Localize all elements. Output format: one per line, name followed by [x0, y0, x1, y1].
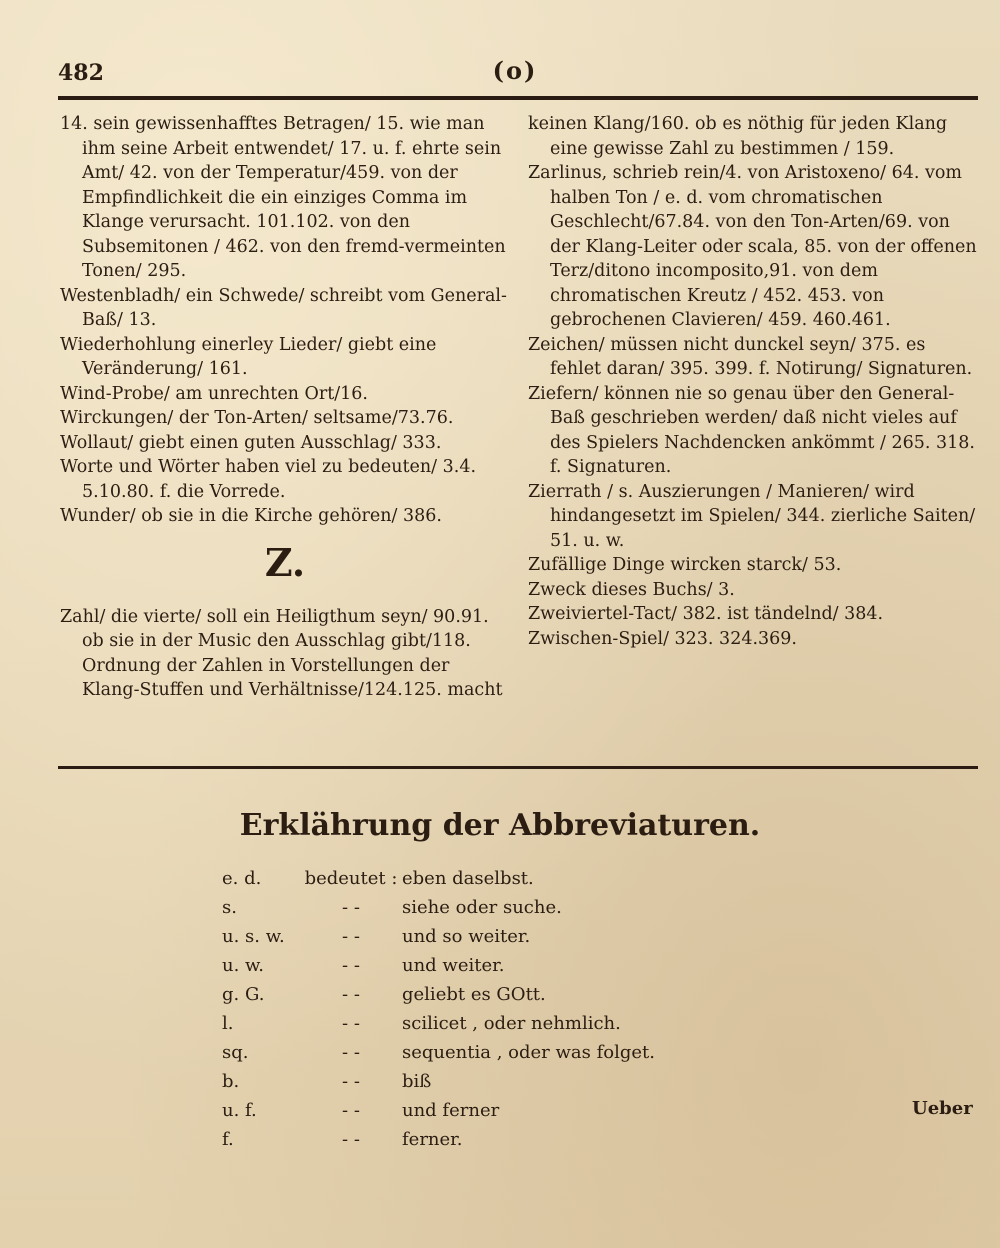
abbreviation: l.	[222, 1013, 234, 1034]
abbreviation-meaning: scilicet , oder nehmlich.	[402, 1013, 621, 1034]
index-entry: Wind-Probe/ am unrechten Ort/16.	[60, 383, 368, 404]
abbreviation: u. f.	[222, 1100, 257, 1121]
abbreviation: sq.	[222, 1042, 249, 1063]
abbreviation-meaning: und ferner	[402, 1100, 500, 1121]
table-row	[222, 922, 702, 951]
equals-marker: - -	[342, 955, 360, 976]
index-entry: Westenbladh/ ein Schwede/ schreibt vom General-Baß/ 13.	[60, 285, 507, 330]
table-row	[222, 1067, 702, 1096]
index-entry: Zeichen/ müssen nicht dunckel seyn/ 375. es fehlet daran/ 395. 399. f. Notirung/ Signaturen.	[528, 334, 973, 379]
equals-marker: - -	[342, 897, 360, 918]
table-row	[222, 1009, 702, 1038]
running-head	[0, 56, 1000, 96]
running-head-ornament: (o)	[492, 56, 538, 85]
index-entry: Zarlinus, schrieb rein/4. von Aristoxeno/ 64. vom halben Ton / e. d. vom chromatischen Geschlecht/67.84. von den Ton-Arten/69. von der Klang-Leiter oder scala, 85. von der offenen Terz/ditono incomposito,91. von dem chromatischen Kreutz / 452. 453. von gebrochenen Clavieren/ 459. 460.461.	[528, 163, 977, 330]
equals-marker: - -	[342, 1129, 360, 1150]
abbreviation-meaning: ferner.	[402, 1129, 463, 1150]
index-entry: Zufällige Dinge wircken starck/ 53.	[528, 555, 842, 575]
equals-marker: - -	[342, 926, 360, 947]
abbreviation-meaning: eben daselbst.	[402, 868, 534, 889]
abbreviation-meaning: und weiter.	[402, 955, 505, 976]
abbreviation-meaning: sequentia , oder was folget.	[402, 1042, 655, 1063]
section-letter: Z.	[264, 539, 306, 585]
abbreviation-meaning: siehe oder suche.	[402, 897, 562, 918]
abbreviation: b.	[222, 1071, 240, 1092]
index-entry: Wunder/ ob sie in die Kirche gehören/ 386.	[60, 506, 442, 526]
equals-marker: - -	[342, 1100, 360, 1121]
equals-marker: bedeutet :	[304, 868, 398, 889]
index-entry: Zweiviertel-Tact/ 382. ist tändelnd/ 384.	[528, 604, 884, 624]
table-row	[222, 1125, 702, 1154]
table-row	[222, 893, 702, 922]
abbreviation: u. w.	[222, 955, 265, 976]
table-row	[222, 1038, 702, 1067]
abbreviation-meaning: und so weiter.	[402, 926, 531, 947]
index-entry: keinen Klang/160. ob es nöthig für jeden Klang eine gewisse Zahl zu bestimmen / 159.	[528, 114, 948, 159]
table-row	[222, 1096, 702, 1125]
abbreviations-table	[222, 864, 702, 1154]
index-entry: Zwischen-Spiel/ 323. 324.369.	[528, 628, 797, 649]
catchword: Ueber	[912, 1098, 973, 1119]
index-entry: Zierrath / s. Auszierungen / Manieren/ wird hindangesetzt im Spielen/ 344. zierliche Saiten/ 51. u. w.	[528, 481, 976, 551]
abbreviation: g. G.	[222, 984, 265, 1005]
page-number: 482	[58, 60, 104, 86]
abbreviation: f.	[222, 1129, 234, 1150]
section-rule	[58, 766, 978, 769]
index-entry: Wollaut/ giebt einen guten Ausschlag/ 333.	[60, 432, 442, 453]
right-column	[528, 112, 978, 651]
index-entry: Zweck dieses Buchs/ 3.	[528, 579, 735, 600]
abbreviation: s.	[222, 897, 237, 918]
table-row	[222, 980, 702, 1009]
index-entry: Wiederhohlung einerley Lieder/ giebt eine Veränderung/ 161.	[60, 334, 437, 379]
index-entry: Wirckungen/ der Ton-Arten/ seltsame/73.76.	[60, 408, 454, 428]
abbreviation: e. d.	[222, 868, 262, 889]
index-entry: Worte und Wörter haben viel zu bedeuten/ 3.4. 5.10.80. f. die Vorrede.	[60, 457, 477, 502]
abbreviation-meaning: geliebt es GOtt.	[402, 984, 546, 1005]
abbreviations-title: Erklährung der Abbreviaturen.	[239, 808, 761, 843]
abbreviation-meaning: biß	[402, 1071, 432, 1092]
table-row	[222, 864, 702, 893]
equals-marker: - -	[342, 1013, 360, 1034]
index-entry: Zahl/ die vierte/ soll ein Heiligthum seyn/ 90.91. ob sie in der Music den Ausschlag gibt/118. Ordnung der Zahlen in Vorstellungen der Klang-Stuffen und Verhältnisse/124.125. macht	[60, 606, 503, 700]
equals-marker: - -	[342, 1071, 360, 1092]
top-rule	[58, 96, 978, 100]
abbreviation: u. s. w.	[222, 926, 285, 947]
table-row	[222, 951, 702, 980]
index-entry: 14. sein gewissenhafftes Betragen/ 15. wie man ihm seine Arbeit entwendet/ 17. u. f. ehrte sein Amt/ 42. von der Temperatur/459. von der Empfindlichkeit die ein einziges Comma im Klange verursacht. 101.102. von den Subsemitonen / 462. von den fremd-vermeinten Tonen/ 295.	[60, 114, 506, 281]
index-entry: Ziefern/ können nie so genau über den General-Baß geschrieben werden/ daß nicht vieles auf des Spielers Nachdencken ankömmt / 265. 318. f. Signaturen.	[528, 383, 975, 477]
left-column	[60, 112, 510, 703]
equals-marker: - -	[342, 984, 360, 1005]
equals-marker: - -	[342, 1042, 360, 1063]
